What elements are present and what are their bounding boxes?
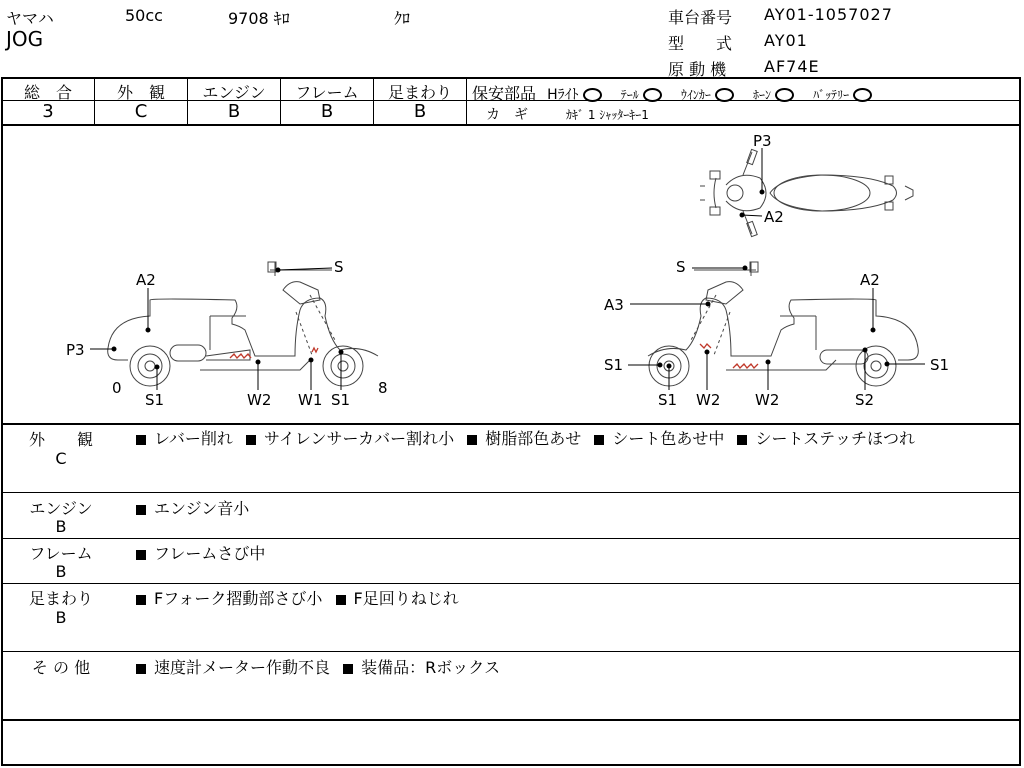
remark-item: 装備品：Rボックス	[361, 658, 501, 677]
remark-category-other: そ の 他	[31, 658, 91, 677]
remark-category-suspension: 足まわり	[28, 589, 93, 608]
bullet-icon	[737, 435, 747, 445]
remark-item: エンジン音小	[154, 499, 250, 518]
remark-grade-exterior: C	[55, 449, 67, 468]
grade-value-overall: 3	[42, 101, 54, 122]
ok-mark-icon	[715, 88, 734, 102]
remark-items-suspension	[136, 586, 459, 609]
grade-header-engine: エンジン	[202, 83, 266, 102]
grade-value-suspension: B	[413, 101, 427, 122]
remark-item: シート色あせ中	[612, 429, 725, 448]
type-label: 型 式	[668, 34, 733, 53]
remark-grade-suspension: B	[55, 608, 67, 627]
engine-label: 原 動 機	[668, 60, 727, 79]
label-left-s: S	[334, 258, 344, 276]
diagram-labels	[66, 132, 949, 409]
remark-grade-frame: B	[55, 562, 67, 581]
bullet-icon	[136, 550, 146, 560]
ok-mark-icon	[643, 88, 662, 102]
remark-item: 樹脂部色あせ	[485, 429, 582, 448]
remarks-bottom-line	[1, 719, 1021, 721]
grade-header-suspension: 足まわり	[387, 83, 452, 102]
label-right-s2: S2	[855, 391, 875, 409]
label-top-p3: P3	[753, 132, 772, 150]
safety-item-headlight: Hﾗｲﾄ	[547, 87, 579, 103]
remark-item: F足回りねじれ	[353, 589, 459, 608]
remark-grade-engine: B	[55, 517, 67, 536]
bullet-icon	[467, 435, 477, 445]
mileage: 9708 ｷﾛ	[228, 9, 290, 28]
grade-header-exterior: 外 観	[116, 83, 165, 102]
bullet-icon	[343, 664, 353, 674]
remark-category-frame: フレーム	[29, 544, 93, 563]
remark-category-exterior: 外 観	[28, 430, 93, 449]
label-left-w2: W2	[247, 391, 272, 409]
label-right-s1c: S1	[930, 356, 950, 374]
bullet-icon	[336, 595, 346, 605]
chassis-number: AY01-1057027	[764, 5, 893, 24]
grade-value-frame: B	[320, 101, 334, 122]
label-right-a3: A3	[604, 296, 624, 314]
leader-lines	[90, 148, 925, 390]
remark-item: フレームさび中	[154, 544, 266, 563]
remark-item: サイレンサーカバー割れ小	[263, 429, 455, 448]
label-right-w2b: W2	[755, 391, 780, 409]
grade-header-frame: フレーム	[295, 83, 359, 102]
grade-value-engine: B	[227, 101, 241, 122]
remark-item: Fフォーク摺動部さび小	[154, 589, 323, 608]
ok-mark-icon	[583, 88, 602, 102]
safety-item-battery: ﾊﾞｯﾃﾘｰ	[813, 88, 850, 102]
bullet-icon	[136, 435, 146, 445]
remarks-divider	[1, 492, 1021, 493]
label-left-0: 0	[112, 379, 122, 397]
label-right-s1b: S1	[658, 391, 678, 409]
scooter-top-view	[700, 149, 913, 236]
model-name: JOG	[6, 27, 44, 51]
safety-item-tail: ﾃｰﾙ	[620, 88, 639, 102]
label-right-w2a: W2	[696, 391, 721, 409]
remarks-divider	[1, 583, 1021, 584]
chassis-label: 車台番号	[668, 8, 733, 27]
ok-mark-icon	[853, 88, 872, 102]
bullet-icon	[246, 435, 256, 445]
label-left-p3: P3	[66, 341, 85, 359]
remark-item: レバー削れ	[154, 429, 233, 448]
remark-item: 速度計メーター作動不良	[154, 658, 331, 677]
remark-item: シートステッチほつれ	[755, 429, 915, 448]
remark-items-frame	[136, 541, 265, 564]
displacement: 50cc	[125, 6, 163, 25]
label-left-w1: W1	[298, 391, 323, 409]
label-right-a2: A2	[860, 271, 880, 289]
damage-diagram	[0, 125, 1024, 423]
ok-mark-icon	[775, 88, 794, 102]
label-left-8: 8	[378, 379, 388, 397]
maker: ヤマハ	[6, 9, 54, 28]
bullet-icon	[594, 435, 604, 445]
grade-col-line	[466, 78, 467, 125]
diagram-bottom-line	[1, 423, 1021, 425]
label-right-s: S	[676, 258, 686, 276]
label-right-s1a: S1	[604, 356, 624, 374]
color: ｸﾛ	[394, 9, 411, 28]
safety-item-horn: ﾎｰﾝ	[752, 88, 771, 102]
bullet-icon	[136, 505, 146, 515]
remark-items-engine	[136, 496, 249, 519]
keys-label: カ ギ	[486, 107, 528, 123]
bullet-icon	[136, 664, 146, 674]
keys-value: ｶｷﾞ 1 ｼｬｯﾀｰｷｰ1	[566, 108, 649, 122]
label-left-a2: A2	[136, 271, 156, 289]
bullet-icon	[136, 595, 146, 605]
safety-parts	[472, 81, 876, 104]
safety-item-winker: ｳｲﾝｶｰ	[680, 88, 711, 102]
remarks-divider	[1, 651, 1021, 652]
grade-value-exterior: C	[134, 101, 148, 122]
remark-items-exterior	[136, 427, 1016, 450]
remarks-divider	[1, 538, 1021, 539]
remark-category-engine: エンジン	[29, 499, 93, 518]
type-value: AY01	[764, 31, 808, 50]
grade-header-overall: 総 合	[23, 83, 72, 102]
engine-value: AF74E	[764, 57, 820, 76]
label-top-a2: A2	[764, 208, 784, 226]
remark-items-other	[136, 655, 500, 678]
safety-title: 保安部品	[472, 84, 537, 103]
label-left-s1a: S1	[145, 391, 165, 409]
label-left-s1b: S1	[331, 391, 351, 409]
